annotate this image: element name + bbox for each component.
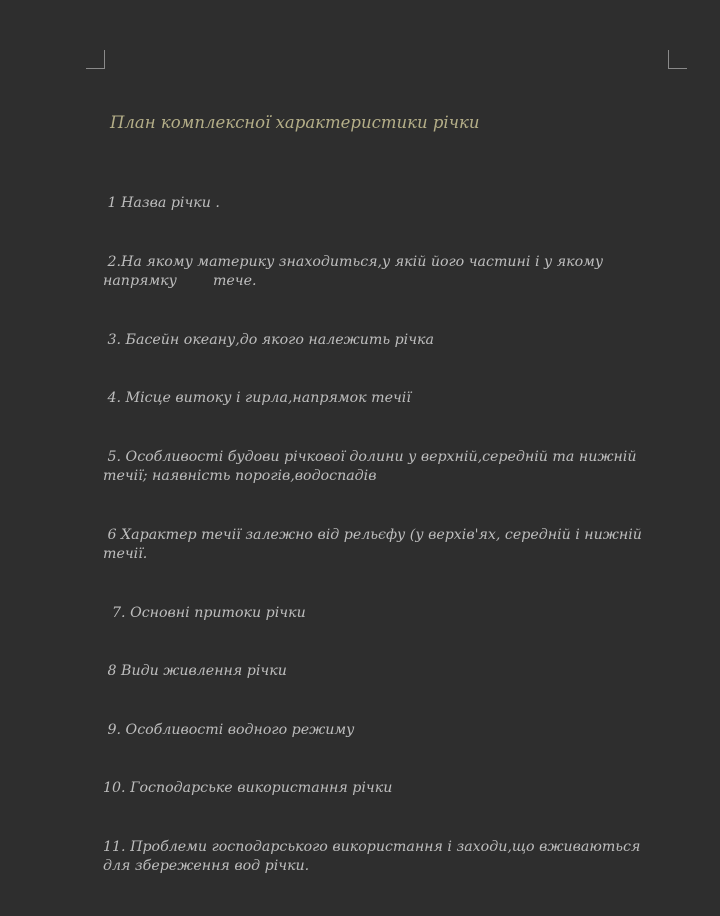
list-item: 3. Басейн океану,до якого належить річка xyxy=(103,331,434,348)
list-item: 8 Види живлення річки xyxy=(103,663,287,679)
list-item: 5. Особливості будови річкової долини у верхній,середній та нижній течії; наявність порогів,водоспадів xyxy=(103,448,637,484)
document-title: План комплексної характеристики річки xyxy=(110,113,480,132)
top-right-margin-marker xyxy=(668,50,687,69)
list-item: 1 Назва річки . xyxy=(103,195,220,211)
list-item: 9. Особливості водного режиму xyxy=(103,721,355,738)
list-item: 11. Проблеми господарського використання і заходи,що вживаються для збереження вод річки. xyxy=(103,838,641,874)
list-item: 7. Основні притоки річки xyxy=(103,604,306,621)
list-item: 4. Місце витоку і гирла,напрямок течії xyxy=(103,390,411,406)
characteristics-list xyxy=(103,155,678,916)
top-left-margin-marker xyxy=(86,50,105,69)
list-item: 2.На якому материку знаходиться,у якій його частині і у якому напрямку тече. xyxy=(103,253,604,289)
list-item: 6 Характер течії залежно від рельєфу (у верхів'ях, середній і нижній течії. xyxy=(103,526,642,562)
list-item: 10. Господарське використання річки xyxy=(103,780,393,796)
